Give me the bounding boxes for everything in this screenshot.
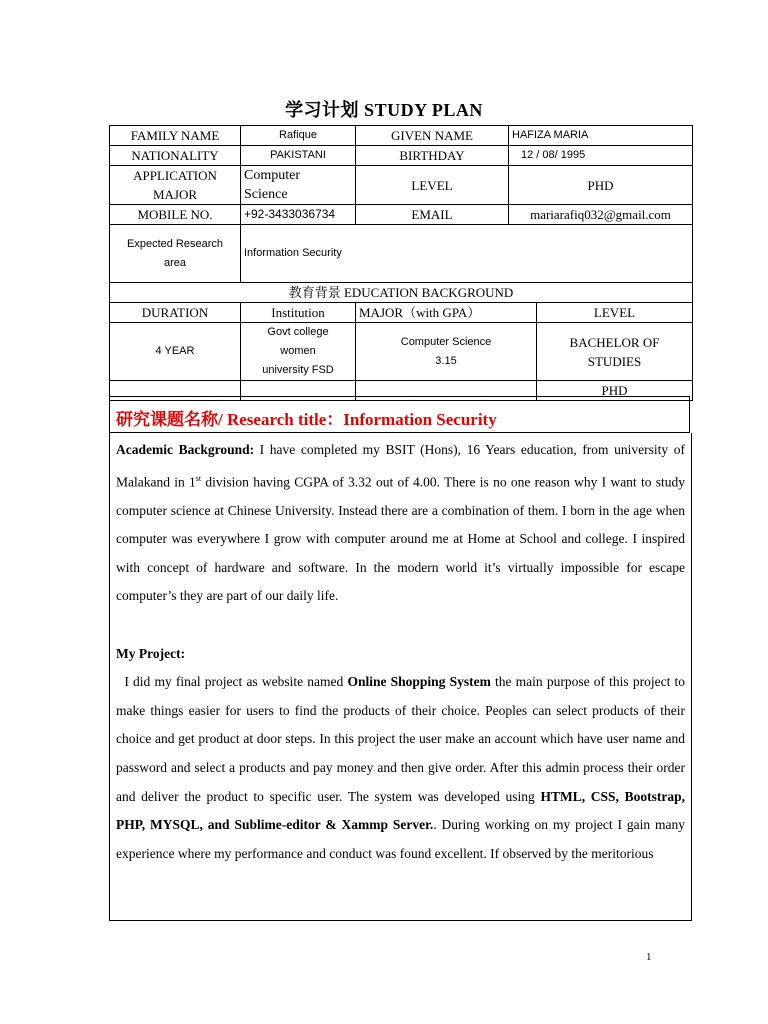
level-label: LEVEL [356, 166, 509, 205]
research-area-label-line2: area [163, 256, 187, 269]
application-major-line2: Science [244, 187, 288, 202]
education-level-line1: BACHELOR OF [569, 334, 660, 350]
education-major-line2: 3.15 [435, 354, 457, 367]
given-name-label: GIVEN NAME [356, 126, 509, 146]
application-major-value [241, 166, 356, 205]
education-section-title: 教育背景 EDUCATION BACKGROUND [110, 283, 693, 303]
project-technologies: HTML, CSS, Bootstrap, PHP, MYSQL, and Sublime-editor & Xammp Server. [116, 788, 689, 833]
birthday-label: BIRTHDAY [356, 146, 509, 166]
page-title: 学习计划 STUDY PLAN [285, 100, 483, 120]
table-row [110, 166, 693, 205]
table-row [110, 146, 693, 166]
personal-info-table [109, 125, 693, 401]
mobile-value: +92-3433036734 [241, 205, 356, 225]
my-project-heading-line [110, 640, 691, 669]
research-title: 研究课题名称/ Research title：Information Security [116, 410, 497, 429]
nationality-label: NATIONALITY [110, 146, 241, 166]
project-name: Online Shopping System [347, 674, 491, 690]
application-major-label-line1: APPLICATION [133, 168, 217, 183]
nationality-value: PAKISTANI [241, 146, 356, 166]
my-project-heading: My Project: [116, 645, 186, 661]
education-level-2: PHD [537, 381, 693, 401]
education-header-duration: DURATION [110, 303, 241, 323]
birthday-value: 12 / 08/ 1995 [509, 146, 693, 166]
level-value: PHD [509, 166, 693, 205]
education-header-institution: Institution [241, 303, 356, 323]
project-text-part-2: the main purpose of this project to make things easier for users to find the products of their choice. Peoples can select products of their choice and get product at door steps. In this project the user make an account which have user name and password and select a products and pay money and then give order. After this admin process their order and deliver the product to specific user. The system was developed using [116, 674, 689, 804]
application-major-label [110, 166, 241, 205]
education-duration: 4 YEAR [110, 323, 241, 381]
family-name-label: FAMILY NAME [110, 126, 241, 146]
project-text-part-3: . During working on my project I gain many experience where my performance and conduct was found excellent. If observed by the meritorious [116, 817, 689, 861]
table-row [110, 323, 693, 381]
education-header-level: LEVEL [537, 303, 693, 323]
education-major-line1: Computer Science [400, 335, 492, 348]
table-row [110, 283, 693, 303]
education-institution [241, 323, 356, 381]
page-number: 1 [646, 951, 652, 963]
education-level-line2: STUDIES [587, 353, 642, 369]
table-row [110, 126, 693, 146]
research-area-label-line1: Expected Research [127, 237, 223, 250]
table-row [110, 205, 693, 225]
email-value: mariarafiq032@gmail.com [509, 205, 693, 225]
academic-background-paragraph [110, 436, 691, 611]
education-major [356, 323, 537, 381]
education-institution-line2: women [280, 345, 316, 357]
academic-text-superscript: st [195, 473, 202, 483]
academic-text-part-2: division having CGPA of 3.32 out of 4.00. There is no one reason why I want to study computer science at Chinese University. Instead there are a combination of them. I born in the age when computer was everywhere I grow with computer around me at Home at School and college. I inspired with concept of hardware and software. In the modern world it’s virtually impossible for escape computer’s they are part of our daily life. [116, 474, 685, 604]
education-institution-line1: Govt college [267, 326, 329, 338]
project-text-part-1: I did my final project as website named [116, 674, 348, 690]
application-major-label-line2: MAJOR [152, 187, 198, 202]
application-major-line1: Computer [244, 168, 300, 183]
table-row [110, 303, 693, 323]
research-title-box [109, 396, 690, 433]
table-row [110, 225, 693, 283]
mobile-label: MOBILE NO. [110, 205, 241, 225]
academic-background-heading: Academic Background: [116, 442, 255, 457]
education-level [537, 323, 693, 381]
email-label: EMAIL [356, 205, 509, 225]
my-project-paragraph [110, 668, 691, 868]
research-area-value: Information Security [241, 225, 693, 283]
research-area-label [110, 225, 241, 283]
given-name-value: HAFIZA MARIA [509, 126, 693, 146]
family-name-value: Rafique [241, 126, 356, 146]
education-header-major: MAJOR（with GPA） [356, 303, 537, 323]
academic-text-part-1: I have completed my BSIT (Hons), 16 Years education, from university of Malakand in 1 [116, 442, 685, 490]
statement-body [109, 433, 692, 921]
education-institution-line3: university FSD [262, 364, 334, 376]
